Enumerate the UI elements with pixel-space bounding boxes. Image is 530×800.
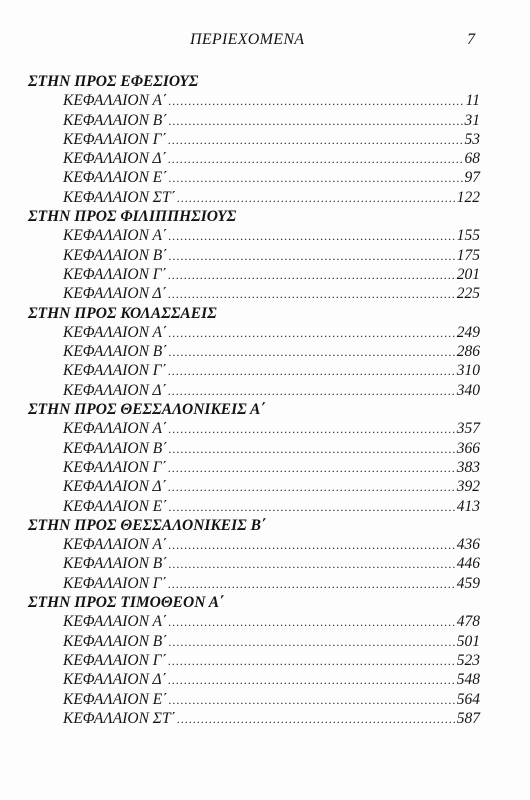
chapter-label: ΚΕΦΑΛΑΙΟΝ Δ΄	[63, 285, 167, 303]
page-header	[0, 31, 530, 51]
dot-leader	[168, 266, 456, 285]
toc-section	[28, 400, 480, 516]
toc-entry	[28, 111, 480, 130]
toc-entry	[28, 381, 480, 400]
chapter-label: ΚΕΦΑΛΑΙΟΝ Γ΄	[63, 651, 167, 669]
chapter-label: ΚΕΦΑΛΑΙΟΝ Β΄	[63, 632, 168, 650]
toc-entry	[28, 670, 480, 689]
chapter-label: ΚΕΦΑΛΑΙΟΝ Γ΄	[63, 265, 167, 283]
chapter-label: ΚΕΦΑΛΑΙΟΝ Α΄	[63, 536, 168, 554]
toc-entry	[28, 342, 480, 361]
toc-entry	[28, 632, 480, 651]
toc-entry	[28, 246, 480, 265]
chapter-page-number: 175	[456, 246, 480, 264]
dot-leader	[168, 440, 455, 459]
chapter-label: ΚΕΦΑΛΑΙΟΝ Δ΄	[63, 478, 167, 496]
toc-section	[28, 207, 480, 303]
chapter-page-number: 122	[456, 188, 480, 206]
chapter-label: ΚΕΦΑΛΑΙΟΝ Ε΄	[63, 497, 168, 515]
toc-entry	[28, 690, 480, 709]
chapter-page-number: 587	[456, 709, 480, 727]
toc-entry	[28, 149, 480, 168]
toc-entry	[28, 188, 480, 207]
toc-entry	[28, 284, 480, 303]
chapter-label: ΚΕΦΑΛΑΙΟΝ Β΄	[63, 111, 168, 129]
page-number: 7	[467, 31, 475, 48]
dot-leader	[168, 227, 456, 246]
chapter-label: ΚΕΦΑΛΑΙΟΝ Δ΄	[63, 150, 167, 168]
dot-leader	[168, 691, 455, 710]
dot-leader	[168, 362, 456, 381]
dot-leader	[168, 285, 456, 304]
toc-entry	[28, 709, 480, 728]
chapter-page-number: 392	[456, 478, 480, 496]
dot-leader	[168, 478, 456, 497]
dot-leader	[168, 382, 456, 401]
chapter-label: ΚΕΦΑΛΑΙΟΝ Α΄	[63, 323, 168, 341]
dot-leader	[168, 169, 463, 188]
chapter-page-number: 478	[456, 613, 480, 631]
toc-entry	[28, 361, 480, 380]
toc-entry	[28, 477, 480, 496]
section-title: ΣΤΗΝ ΠΡΟΣ ΘΕΣΣΑΛΟΝΙΚΕΙΣ Β΄	[28, 516, 267, 534]
chapter-label: ΚΕΦΑΛΑΙΟΝ Ε΄	[63, 690, 168, 708]
chapter-page-number: 459	[456, 574, 480, 592]
chapter-label: ΚΕΦΑΛΑΙΟΝ Α΄	[63, 227, 168, 245]
section-title: ΣΤΗΝ ΠΡΟΣ ΚΟΛΑΣΣΑΕΙΣ	[28, 304, 217, 322]
chapter-page-number: 523	[456, 651, 480, 669]
toc-entry	[28, 419, 480, 438]
section-title: ΣΤΗΝ ΠΡΟΣ ΤΙΜΟΘΕΟΝ Α΄	[28, 594, 225, 612]
chapter-label: ΚΕΦΑΛΑΙΟΝ Γ΄	[63, 458, 167, 476]
chapter-page-number: 446	[456, 555, 480, 573]
chapter-page-number: 68	[464, 150, 480, 168]
section-title: ΣΤΗΝ ΠΡΟΣ ΦΙΛΙΠΠΗΣΙΟΥΣ	[28, 208, 237, 226]
chapter-page-number: 548	[456, 671, 480, 689]
dot-leader	[168, 247, 455, 266]
chapter-page-number: 53	[464, 130, 480, 148]
chapter-page-number: 11	[465, 92, 480, 110]
dot-leader	[168, 343, 455, 362]
chapter-label: ΚΕΦΑΛΑΙΟΝ Γ΄	[63, 130, 167, 148]
chapter-label: ΚΕΦΑΛΑΙΟΝ ΣΤ΄	[63, 188, 176, 206]
toc-entry	[28, 439, 480, 458]
section-title: ΣΤΗΝ ΠΡΟΣ ΘΕΣΣΑΛΟΝΙΚΕΙΣ Α΄	[28, 401, 266, 419]
dot-leader	[168, 633, 455, 652]
toc-entry	[28, 554, 480, 573]
chapter-label: ΚΕΦΑΛΑΙΟΝ ΣΤ΄	[63, 709, 176, 727]
dot-leader	[168, 150, 464, 169]
toc-section	[28, 304, 480, 400]
toc-entry	[28, 458, 480, 477]
toc-entry	[28, 535, 480, 554]
chapter-label: ΚΕΦΑΛΑΙΟΝ Ε΄	[63, 169, 168, 187]
chapter-page-number: 286	[456, 343, 480, 361]
toc-section	[28, 593, 480, 728]
toc-section	[28, 72, 480, 207]
toc-entry	[28, 574, 480, 593]
chapter-label: ΚΕΦΑΛΑΙΟΝ Β΄	[63, 555, 168, 573]
chapter-page-number: 310	[456, 362, 480, 380]
table-of-contents	[28, 72, 480, 728]
toc-entry	[28, 265, 480, 284]
chapter-page-number: 31	[464, 111, 480, 129]
chapter-page-number: 97	[464, 169, 480, 187]
chapter-page-number: 436	[456, 536, 480, 554]
toc-entry	[28, 497, 480, 516]
dot-leader	[168, 112, 463, 131]
chapter-page-number: 249	[456, 323, 480, 341]
chapter-page-number: 201	[456, 265, 480, 283]
dot-leader	[168, 555, 455, 574]
toc-entry	[28, 226, 480, 245]
dot-leader	[168, 498, 455, 517]
chapter-page-number: 155	[456, 227, 480, 245]
toc-entry	[28, 130, 480, 149]
chapter-label: ΚΕΦΑΛΑΙΟΝ Β΄	[63, 246, 168, 264]
chapter-page-number: 383	[456, 458, 480, 476]
toc-entry	[28, 323, 480, 342]
dot-leader	[168, 652, 456, 671]
chapter-label: ΚΕΦΑΛΑΙΟΝ Β΄	[63, 439, 168, 457]
chapter-label: ΚΕΦΑΛΑΙΟΝ Β΄	[63, 343, 168, 361]
chapter-label: ΚΕΦΑΛΑΙΟΝ Α΄	[63, 92, 168, 110]
chapter-label: ΚΕΦΑΛΑΙΟΝ Δ΄	[63, 671, 167, 689]
dot-leader	[168, 536, 456, 555]
chapter-page-number: 357	[456, 420, 480, 438]
dot-leader	[168, 613, 456, 632]
chapter-label: ΚΕΦΑΛΑΙΟΝ Δ΄	[63, 381, 167, 399]
chapter-label: ΚΕΦΑΛΑΙΟΝ Γ΄	[63, 362, 167, 380]
chapter-label: ΚΕΦΑΛΑΙΟΝ Α΄	[63, 613, 168, 631]
chapter-page-number: 413	[456, 497, 480, 515]
dot-leader	[168, 459, 456, 478]
dot-leader	[168, 131, 464, 150]
dot-leader	[168, 92, 465, 111]
chapter-page-number: 340	[456, 381, 480, 399]
dot-leader	[168, 324, 456, 343]
dot-leader	[177, 189, 456, 208]
dot-leader	[168, 671, 456, 690]
toc-entry	[28, 168, 480, 187]
chapter-page-number: 366	[456, 439, 480, 457]
dot-leader	[168, 420, 456, 439]
chapter-label: ΚΕΦΑΛΑΙΟΝ Γ΄	[63, 574, 167, 592]
toc-section	[28, 516, 480, 593]
toc-entry	[28, 91, 480, 110]
toc-entry	[28, 651, 480, 670]
chapter-label: ΚΕΦΑΛΑΙΟΝ Α΄	[63, 420, 168, 438]
chapter-page-number: 225	[456, 285, 480, 303]
dot-leader	[177, 710, 456, 729]
page-title: ΠΕΡΙΕΧΟΜΕΝΑ	[190, 31, 305, 48]
chapter-page-number: 564	[456, 690, 480, 708]
chapter-page-number: 501	[456, 632, 480, 650]
section-title: ΣΤΗΝ ΠΡΟΣ ΕΦΕΣΙΟΥΣ	[28, 73, 199, 90]
toc-entry	[28, 612, 480, 631]
dot-leader	[168, 575, 456, 594]
